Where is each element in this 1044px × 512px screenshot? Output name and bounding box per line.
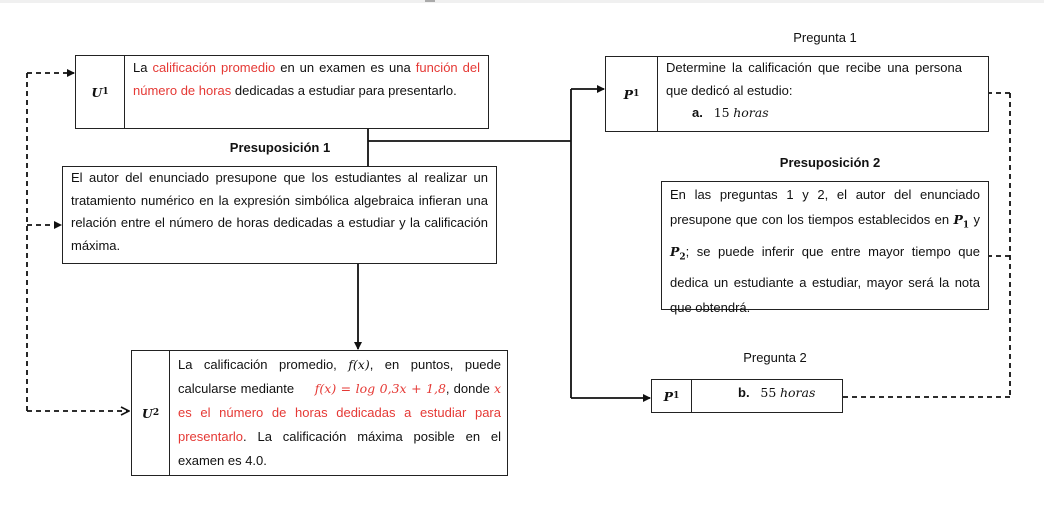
pregunta1-caption: Pregunta 1	[793, 30, 857, 45]
u2-var-x: x	[493, 381, 501, 396]
u2-text	[170, 351, 507, 475]
pregunta2-item-value: 55	[760, 385, 777, 400]
u2-label-letter: U	[141, 405, 153, 421]
u2-formula: f(x) = log 0,3x + 1,8	[314, 381, 446, 396]
pregunta1-text	[658, 57, 988, 131]
pregunta1-item-value: 15	[713, 105, 730, 120]
presuposicion2-text	[670, 182, 980, 320]
u2-text-4: donde	[453, 381, 494, 396]
presuposicion1-text: El autor del enunciado presupone que los estudiantes al realizar un tratamiento numérico en la expresión simbólica algebraica infieran una relación entre el número de horas dedicadas a estudiar y la calificación máxima.	[71, 170, 488, 253]
u1-text-3: dedicadas a estudiar para presentarlo.	[231, 82, 457, 98]
u2-text-3: ,	[445, 381, 450, 396]
pregunta1-item-unit: horas	[733, 105, 769, 120]
pregunta1-box	[605, 56, 989, 132]
pregunta1-label	[606, 57, 658, 131]
presuposicion2-p2: P	[670, 243, 680, 259]
pregunta2-label-sub: 1	[673, 391, 680, 401]
u2-label-sub: 2	[152, 408, 160, 418]
presuposicion2-box	[661, 181, 989, 315]
pregunta2-item-b	[692, 380, 842, 412]
pregunta1-question: Determine la calificación que recibe una persona que dedicó al estudio:	[666, 60, 962, 98]
presuposicion2-title: Presuposición 2	[779, 155, 881, 170]
u1-text-1: La	[133, 60, 153, 75]
pregunta1-item-marker: a.	[692, 105, 703, 120]
u2-highlight: es el número de horas dedicadas a estudiar para presentarlo	[178, 405, 501, 444]
u1-highlight-2: función del número de horas	[133, 60, 480, 98]
u2-text-2: , en puntos, puede calcularse mediante	[178, 357, 501, 396]
pregunta2-label	[652, 380, 692, 412]
top-edge-handle	[425, 0, 435, 2]
presuposicion2-p1: P	[953, 212, 963, 227]
presuposicion2-text-2: y	[969, 212, 980, 227]
pregunta2-caption: Pregunta 2	[743, 350, 807, 365]
u2-text-1: La calificación promedio,	[178, 357, 349, 372]
pregunta2-item-marker: b.	[738, 385, 750, 400]
presuposicion2-p2-sub: 2	[679, 252, 686, 262]
u2-box	[131, 350, 508, 476]
presuposicion2-text-3: ; se puede inferir que entre mayor tiempo que dedica un estudiante a estudiar, mayor será la nota que obtendrá.	[670, 243, 980, 315]
pregunta1-item-a	[666, 102, 982, 125]
pregunta2-item-unit: horas	[779, 385, 816, 400]
u1-text-2: en un examen es una	[275, 60, 416, 75]
u1-label-letter: U	[91, 84, 103, 100]
top-edge-bar	[0, 0, 1044, 3]
u1-label-sub: 1	[102, 87, 109, 97]
u1-highlight-1: calificación promedio	[152, 60, 276, 75]
u1-box	[75, 55, 489, 129]
u1-label	[76, 56, 125, 128]
u2-label	[132, 351, 170, 475]
presuposicion1-title: Presuposición 1	[229, 140, 331, 155]
presuposicion2-p1-sub: 1	[962, 220, 970, 231]
presuposicion2-text-1: En las preguntas 1 y 2, el autor del enunciado presupone que con los tiempos establecidos en	[670, 187, 980, 227]
pregunta1-label-letter: P	[623, 86, 634, 102]
u2-text-5: . La calificación máxima posible en el examen es 4.0.	[178, 429, 501, 468]
presuposicion1-box	[62, 166, 497, 264]
pregunta2-box	[651, 379, 843, 413]
u1-text	[125, 56, 488, 128]
pregunta2-label-letter: P	[663, 388, 674, 404]
u2-fx: f(x)	[348, 357, 370, 372]
pregunta1-label-sub: 1	[633, 89, 640, 99]
